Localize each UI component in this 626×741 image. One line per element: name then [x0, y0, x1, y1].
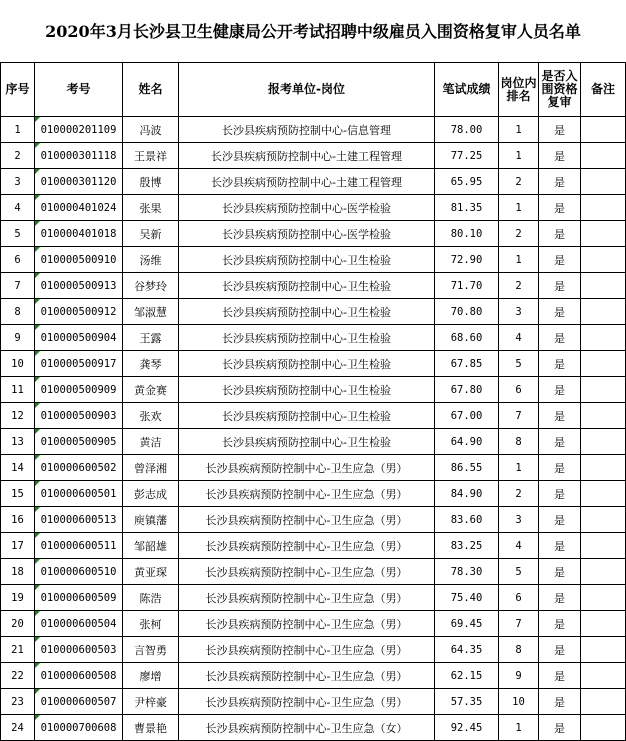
- cell-shortlisted[interactable]: 是: [539, 351, 581, 377]
- cell-name[interactable]: 王露: [123, 325, 179, 351]
- cell-name[interactable]: 黄亚琛: [123, 559, 179, 585]
- cell-rank[interactable]: 1: [499, 117, 539, 143]
- header-unit: 报考单位-岗位: [179, 63, 435, 117]
- cell-name[interactable]: 吴新: [123, 221, 179, 247]
- cell-score[interactable]: 72.90: [435, 247, 499, 273]
- cell-name[interactable]: 张欢: [123, 403, 179, 429]
- cell-shortlisted[interactable]: 是: [539, 429, 581, 455]
- cell-shortlisted[interactable]: 是: [539, 221, 581, 247]
- cell-seq[interactable]: 22: [1, 663, 35, 689]
- cell-exam-no[interactable]: 010000500917: [35, 351, 123, 377]
- cell-rank[interactable]: 3: [499, 299, 539, 325]
- table-row: [1, 559, 626, 585]
- cell-score[interactable]: 64.35: [435, 637, 499, 663]
- table-row: [1, 273, 626, 299]
- cell-seq[interactable]: 1: [1, 117, 35, 143]
- cell-remark[interactable]: [581, 507, 626, 533]
- cell-exam-no[interactable]: 010000600502: [35, 455, 123, 481]
- cell-name[interactable]: 殷博: [123, 169, 179, 195]
- cell-seq[interactable]: 13: [1, 429, 35, 455]
- cell-remark[interactable]: [581, 611, 626, 637]
- table-row: [1, 195, 626, 221]
- cell-unit[interactable]: 长沙县疾病预防控制中心-卫生应急（男）: [179, 481, 435, 507]
- cell-unit[interactable]: 长沙县疾病预防控制中心-卫生应急（女）: [179, 715, 435, 741]
- cell-rank[interactable]: 8: [499, 637, 539, 663]
- cell-score[interactable]: 84.90: [435, 481, 499, 507]
- cell-name[interactable]: 庾镇藩: [123, 507, 179, 533]
- cell-rank[interactable]: 2: [499, 273, 539, 299]
- cell-seq[interactable]: 18: [1, 559, 35, 585]
- cell-name[interactable]: 彭志成: [123, 481, 179, 507]
- cell-seq[interactable]: 5: [1, 221, 35, 247]
- cell-unit[interactable]: 长沙县疾病预防控制中心-卫生检验: [179, 247, 435, 273]
- table-row: [1, 169, 626, 195]
- cell-rank[interactable]: 4: [499, 325, 539, 351]
- cell-seq[interactable]: 2: [1, 143, 35, 169]
- cell-name[interactable]: 曹景艳: [123, 715, 179, 741]
- cell-seq[interactable]: 17: [1, 533, 35, 559]
- cell-rank[interactable]: 6: [499, 377, 539, 403]
- cell-exam-no[interactable]: 010000700608: [35, 715, 123, 741]
- cell-score[interactable]: 65.95: [435, 169, 499, 195]
- cell-rank[interactable]: 8: [499, 429, 539, 455]
- cell-unit[interactable]: 长沙县疾病预防控制中心-卫生应急（男）: [179, 637, 435, 663]
- cell-score[interactable]: 69.45: [435, 611, 499, 637]
- cell-unit[interactable]: 长沙县疾病预防控制中心-卫生检验: [179, 429, 435, 455]
- header-exam-no: 考号: [35, 63, 123, 117]
- header-row: [1, 63, 626, 117]
- cell-remark[interactable]: [581, 169, 626, 195]
- cell-seq[interactable]: 3: [1, 169, 35, 195]
- cell-exam-no[interactable]: 010000500909: [35, 377, 123, 403]
- cell-shortlisted[interactable]: 是: [539, 663, 581, 689]
- cell-score[interactable]: 92.45: [435, 715, 499, 741]
- cell-name[interactable]: 黄金赛: [123, 377, 179, 403]
- table-row: [1, 481, 626, 507]
- cell-unit[interactable]: 长沙县疾病预防控制中心-卫生检验: [179, 299, 435, 325]
- cell-score[interactable]: 71.70: [435, 273, 499, 299]
- table-row: [1, 455, 626, 481]
- cell-unit[interactable]: 长沙县疾病预防控制中心-卫生应急（男）: [179, 455, 435, 481]
- cell-seq[interactable]: 16: [1, 507, 35, 533]
- cell-rank[interactable]: 7: [499, 611, 539, 637]
- cell-exam-no[interactable]: 010000600504: [35, 611, 123, 637]
- cell-exam-no[interactable]: 010000201109: [35, 117, 123, 143]
- table-row: [1, 247, 626, 273]
- cell-name[interactable]: 廖增: [123, 663, 179, 689]
- cell-remark[interactable]: [581, 429, 626, 455]
- cell-seq[interactable]: 11: [1, 377, 35, 403]
- cell-unit[interactable]: 长沙县疾病预防控制中心-卫生应急（男）: [179, 507, 435, 533]
- cell-unit[interactable]: 长沙县疾病预防控制中心-医学检验: [179, 221, 435, 247]
- cell-remark[interactable]: [581, 351, 626, 377]
- cell-remark[interactable]: [581, 377, 626, 403]
- cell-name[interactable]: 张柯: [123, 611, 179, 637]
- cell-shortlisted[interactable]: 是: [539, 299, 581, 325]
- cell-name[interactable]: 张果: [123, 195, 179, 221]
- cell-exam-no[interactable]: 010000301118: [35, 143, 123, 169]
- cell-score[interactable]: 57.35: [435, 689, 499, 715]
- cell-rank[interactable]: 5: [499, 559, 539, 585]
- cell-exam-no[interactable]: 010000600510: [35, 559, 123, 585]
- cell-unit[interactable]: 长沙县疾病预防控制中心-医学检验: [179, 195, 435, 221]
- cell-shortlisted[interactable]: 是: [539, 273, 581, 299]
- cell-name[interactable]: 冯波: [123, 117, 179, 143]
- cell-rank[interactable]: 1: [499, 455, 539, 481]
- table-row: [1, 611, 626, 637]
- document-title: 2020年3月长沙县卫生健康局公开考试招聘中级雇员入围资格复审人员名单: [45, 21, 581, 41]
- cell-remark[interactable]: [581, 481, 626, 507]
- cell-remark[interactable]: [581, 247, 626, 273]
- table-row: [1, 689, 626, 715]
- cell-exam-no[interactable]: 010000600503: [35, 637, 123, 663]
- cell-exam-no[interactable]: 010000500910: [35, 247, 123, 273]
- cell-unit[interactable]: 长沙县疾病预防控制中心-卫生检验: [179, 273, 435, 299]
- cell-unit[interactable]: 长沙县疾病预防控制中心-卫生应急（男）: [179, 533, 435, 559]
- cell-unit[interactable]: 长沙县疾病预防控制中心-卫生应急（男）: [179, 663, 435, 689]
- table-row: [1, 325, 626, 351]
- cell-seq[interactable]: 19: [1, 585, 35, 611]
- cell-shortlisted[interactable]: 是: [539, 377, 581, 403]
- cell-shortlisted[interactable]: 是: [539, 507, 581, 533]
- cell-name[interactable]: 曾泽湘: [123, 455, 179, 481]
- header-rank: 岗位内排名: [499, 63, 539, 117]
- cell-remark[interactable]: [581, 143, 626, 169]
- cell-exam-no[interactable]: 010000401018: [35, 221, 123, 247]
- cell-score[interactable]: 81.35: [435, 195, 499, 221]
- cell-name[interactable]: 汤维: [123, 247, 179, 273]
- cell-name[interactable]: 邹淑慧: [123, 299, 179, 325]
- cell-remark[interactable]: [581, 455, 626, 481]
- cell-rank[interactable]: 1: [499, 143, 539, 169]
- table-row: [1, 637, 626, 663]
- table-row: [1, 117, 626, 143]
- cell-exam-no[interactable]: 010000600509: [35, 585, 123, 611]
- cell-rank[interactable]: 2: [499, 169, 539, 195]
- header-name: 姓名: [123, 63, 179, 117]
- cell-exam-no[interactable]: 010000600513: [35, 507, 123, 533]
- cell-score[interactable]: 80.10: [435, 221, 499, 247]
- cell-unit[interactable]: 长沙县疾病预防控制中心-卫生应急（男）: [179, 585, 435, 611]
- cell-unit[interactable]: 长沙县疾病预防控制中心-卫生应急（男）: [179, 689, 435, 715]
- cell-unit[interactable]: 长沙县疾病预防控制中心-卫生检验: [179, 351, 435, 377]
- cell-seq[interactable]: 7: [1, 273, 35, 299]
- cell-remark[interactable]: [581, 533, 626, 559]
- cell-name[interactable]: 邹韶雄: [123, 533, 179, 559]
- cell-shortlisted[interactable]: 是: [539, 455, 581, 481]
- cell-shortlisted[interactable]: 是: [539, 195, 581, 221]
- cell-seq[interactable]: 4: [1, 195, 35, 221]
- table-row: [1, 715, 626, 741]
- table-row: [1, 533, 626, 559]
- cell-rank[interactable]: 5: [499, 351, 539, 377]
- cell-exam-no[interactable]: 010000401024: [35, 195, 123, 221]
- cell-shortlisted[interactable]: 是: [539, 611, 581, 637]
- cell-name[interactable]: 谷梦玲: [123, 273, 179, 299]
- cell-score[interactable]: 67.00: [435, 403, 499, 429]
- cell-unit[interactable]: 长沙县疾病预防控制中心-信息管理: [179, 117, 435, 143]
- cell-remark[interactable]: [581, 585, 626, 611]
- table-row: [1, 299, 626, 325]
- cell-score[interactable]: 67.80: [435, 377, 499, 403]
- candidate-table: [0, 62, 626, 741]
- cell-exam-no[interactable]: 010000500903: [35, 403, 123, 429]
- table-row: [1, 221, 626, 247]
- cell-seq[interactable]: 10: [1, 351, 35, 377]
- cell-remark[interactable]: [581, 403, 626, 429]
- cell-exam-no[interactable]: 010000301120: [35, 169, 123, 195]
- cell-name[interactable]: 王景祥: [123, 143, 179, 169]
- cell-shortlisted[interactable]: 是: [539, 169, 581, 195]
- cell-shortlisted[interactable]: 是: [539, 585, 581, 611]
- cell-exam-no[interactable]: 010000500905: [35, 429, 123, 455]
- table-row: [1, 351, 626, 377]
- cell-shortlisted[interactable]: 是: [539, 481, 581, 507]
- cell-shortlisted[interactable]: 是: [539, 247, 581, 273]
- cell-rank[interactable]: 7: [499, 403, 539, 429]
- header-shortlisted: 是否入围资格复审: [539, 63, 581, 117]
- cell-exam-no[interactable]: 010000600508: [35, 663, 123, 689]
- cell-score[interactable]: 86.55: [435, 455, 499, 481]
- cell-score[interactable]: 77.25: [435, 143, 499, 169]
- cell-shortlisted[interactable]: 是: [539, 715, 581, 741]
- cell-rank[interactable]: 2: [499, 481, 539, 507]
- cell-exam-no[interactable]: 010000600507: [35, 689, 123, 715]
- table-row: [1, 143, 626, 169]
- cell-seq[interactable]: 8: [1, 299, 35, 325]
- cell-rank[interactable]: 1: [499, 715, 539, 741]
- cell-rank[interactable]: 9: [499, 663, 539, 689]
- cell-remark[interactable]: [581, 117, 626, 143]
- cell-seq[interactable]: 12: [1, 403, 35, 429]
- cell-seq[interactable]: 9: [1, 325, 35, 351]
- header-score: 笔试成绩: [435, 63, 499, 117]
- cell-score[interactable]: 70.80: [435, 299, 499, 325]
- cell-score[interactable]: 62.15: [435, 663, 499, 689]
- table-row: [1, 663, 626, 689]
- cell-unit[interactable]: 长沙县疾病预防控制中心-卫生应急（男）: [179, 611, 435, 637]
- table-row: [1, 585, 626, 611]
- cell-score[interactable]: 75.40: [435, 585, 499, 611]
- cell-rank[interactable]: 1: [499, 247, 539, 273]
- cell-unit[interactable]: 长沙县疾病预防控制中心-土建工程管理: [179, 169, 435, 195]
- cell-shortlisted[interactable]: 是: [539, 559, 581, 585]
- cell-remark[interactable]: [581, 715, 626, 741]
- cell-remark[interactable]: [581, 637, 626, 663]
- cell-name[interactable]: 尹梓豪: [123, 689, 179, 715]
- cell-remark[interactable]: [581, 299, 626, 325]
- table-row: [1, 507, 626, 533]
- cell-seq[interactable]: 20: [1, 611, 35, 637]
- cell-exam-no[interactable]: 010000500913: [35, 273, 123, 299]
- cell-exam-no[interactable]: 010000600501: [35, 481, 123, 507]
- cell-shortlisted[interactable]: 是: [539, 325, 581, 351]
- cell-rank[interactable]: 4: [499, 533, 539, 559]
- cell-remark[interactable]: [581, 689, 626, 715]
- cell-score[interactable]: 83.60: [435, 507, 499, 533]
- cell-unit[interactable]: 长沙县疾病预防控制中心-卫生检验: [179, 377, 435, 403]
- cell-seq[interactable]: 15: [1, 481, 35, 507]
- cell-rank[interactable]: 2: [499, 221, 539, 247]
- cell-shortlisted[interactable]: 是: [539, 143, 581, 169]
- cell-seq[interactable]: 14: [1, 455, 35, 481]
- cell-seq[interactable]: 21: [1, 637, 35, 663]
- header-seq: 序号: [1, 63, 35, 117]
- cell-score[interactable]: 83.25: [435, 533, 499, 559]
- cell-exam-no[interactable]: 010000500904: [35, 325, 123, 351]
- cell-score[interactable]: 78.00: [435, 117, 499, 143]
- cell-seq[interactable]: 6: [1, 247, 35, 273]
- cell-remark[interactable]: [581, 663, 626, 689]
- cell-score[interactable]: 68.60: [435, 325, 499, 351]
- cell-unit[interactable]: 长沙县疾病预防控制中心-卫生检验: [179, 403, 435, 429]
- cell-shortlisted[interactable]: 是: [539, 117, 581, 143]
- table-row: [1, 403, 626, 429]
- cell-name[interactable]: 黄洁: [123, 429, 179, 455]
- cell-remark[interactable]: [581, 559, 626, 585]
- cell-unit[interactable]: 长沙县疾病预防控制中心-土建工程管理: [179, 143, 435, 169]
- cell-remark[interactable]: [581, 273, 626, 299]
- cell-shortlisted[interactable]: 是: [539, 533, 581, 559]
- cell-seq[interactable]: 24: [1, 715, 35, 741]
- cell-unit[interactable]: 长沙县疾病预防控制中心-卫生应急（男）: [179, 559, 435, 585]
- cell-shortlisted[interactable]: 是: [539, 403, 581, 429]
- cell-rank[interactable]: 10: [499, 689, 539, 715]
- cell-score[interactable]: 67.85: [435, 351, 499, 377]
- table-row: [1, 377, 626, 403]
- cell-score[interactable]: 64.90: [435, 429, 499, 455]
- cell-name[interactable]: 言智勇: [123, 637, 179, 663]
- cell-rank[interactable]: 1: [499, 195, 539, 221]
- cell-shortlisted[interactable]: 是: [539, 637, 581, 663]
- cell-rank[interactable]: 3: [499, 507, 539, 533]
- cell-unit[interactable]: 长沙县疾病预防控制中心-卫生检验: [179, 325, 435, 351]
- cell-shortlisted[interactable]: 是: [539, 689, 581, 715]
- cell-remark[interactable]: [581, 325, 626, 351]
- cell-name[interactable]: 陈浩: [123, 585, 179, 611]
- cell-rank[interactable]: 6: [499, 585, 539, 611]
- cell-remark[interactable]: [581, 195, 626, 221]
- cell-exam-no[interactable]: 010000500912: [35, 299, 123, 325]
- cell-name[interactable]: 龚琴: [123, 351, 179, 377]
- header-remark: 备注: [581, 63, 626, 117]
- cell-seq[interactable]: 23: [1, 689, 35, 715]
- cell-exam-no[interactable]: 010000600511: [35, 533, 123, 559]
- cell-remark[interactable]: [581, 221, 626, 247]
- cell-score[interactable]: 78.30: [435, 559, 499, 585]
- table-row: [1, 429, 626, 455]
